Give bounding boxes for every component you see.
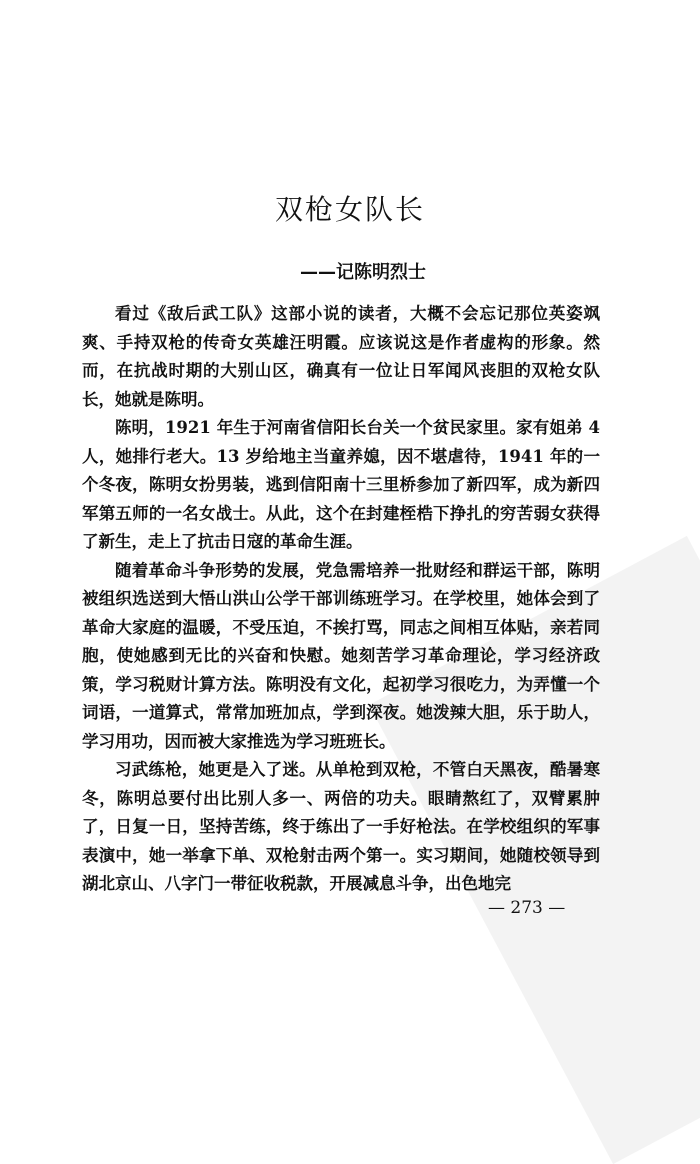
paragraph-2: 陈明，1921 年生于河南省信阳长台关一个贫民家里。家有姐弟 4 人，她排行老大。13 岁给地主当童养媳，因不堪虐待，1941 年的一个冬夜，陈明女扮男装，逃到信阳南十三里桥参加了新四军，成为新四军第五师的一名女战士。从此，这个在封建桎梏下挣扎的穷苦弱女获得了新生，走上了抗击日寇的革命生涯。 <box>82 418 600 551</box>
chapter-title: 双枪女队长 <box>274 193 425 226</box>
page-number: — 273 — <box>488 898 566 918</box>
paragraph-1: 看过《敌后武工队》这部小说的读者，大概不会忘记那位英姿飒爽、手持双枪的传奇女英雄汪明霞。应该说这是作者虚构的形象。然而，在抗战时期的大别山区，确真有一位让日军闻风丧胆的双枪女队长，她就是陈明。 <box>82 304 600 409</box>
chapter-subtitle: ——记陈明烈士 <box>300 262 426 283</box>
paragraph-4: 习武练枪，她更是入了迷。从单枪到双枪，不管白天黑夜，酷暑寒冬，陈明总要付出比别人多一、两倍的功夫。眼睛熬红了，双臂累肿了，日复一日，坚持苦练，终于练出了一手好枪法。在学校组织的军事表演中，她一举拿下单、双枪射击两个第一。实习期间，她随校领导到湖北京山、八字门一带征收税款，开展减息斗争，出色地完 <box>82 760 600 893</box>
body-text <box>82 300 600 899</box>
paragraph-3: 随着革命斗争形势的发展，党急需培养一批财经和群运干部，陈明被组织选送到大悟山洪山公学干部训练班学习。在学校里，她体会到了革命大家庭的温暖，不受压迫，不挨打骂，同志之间相互体贴，亲若同胞，使她感到无比的兴奋和快慰。她刻苦学习革命理论，学习经济政策，学习税财计算方法。陈明没有文化，起初学习很吃力，为弄懂一个词语，一道算式，常常加班加点，学到深夜。她泼辣大胆，乐于助人，学习用功，因而被大家推选为学习班班长。 <box>82 560 600 751</box>
